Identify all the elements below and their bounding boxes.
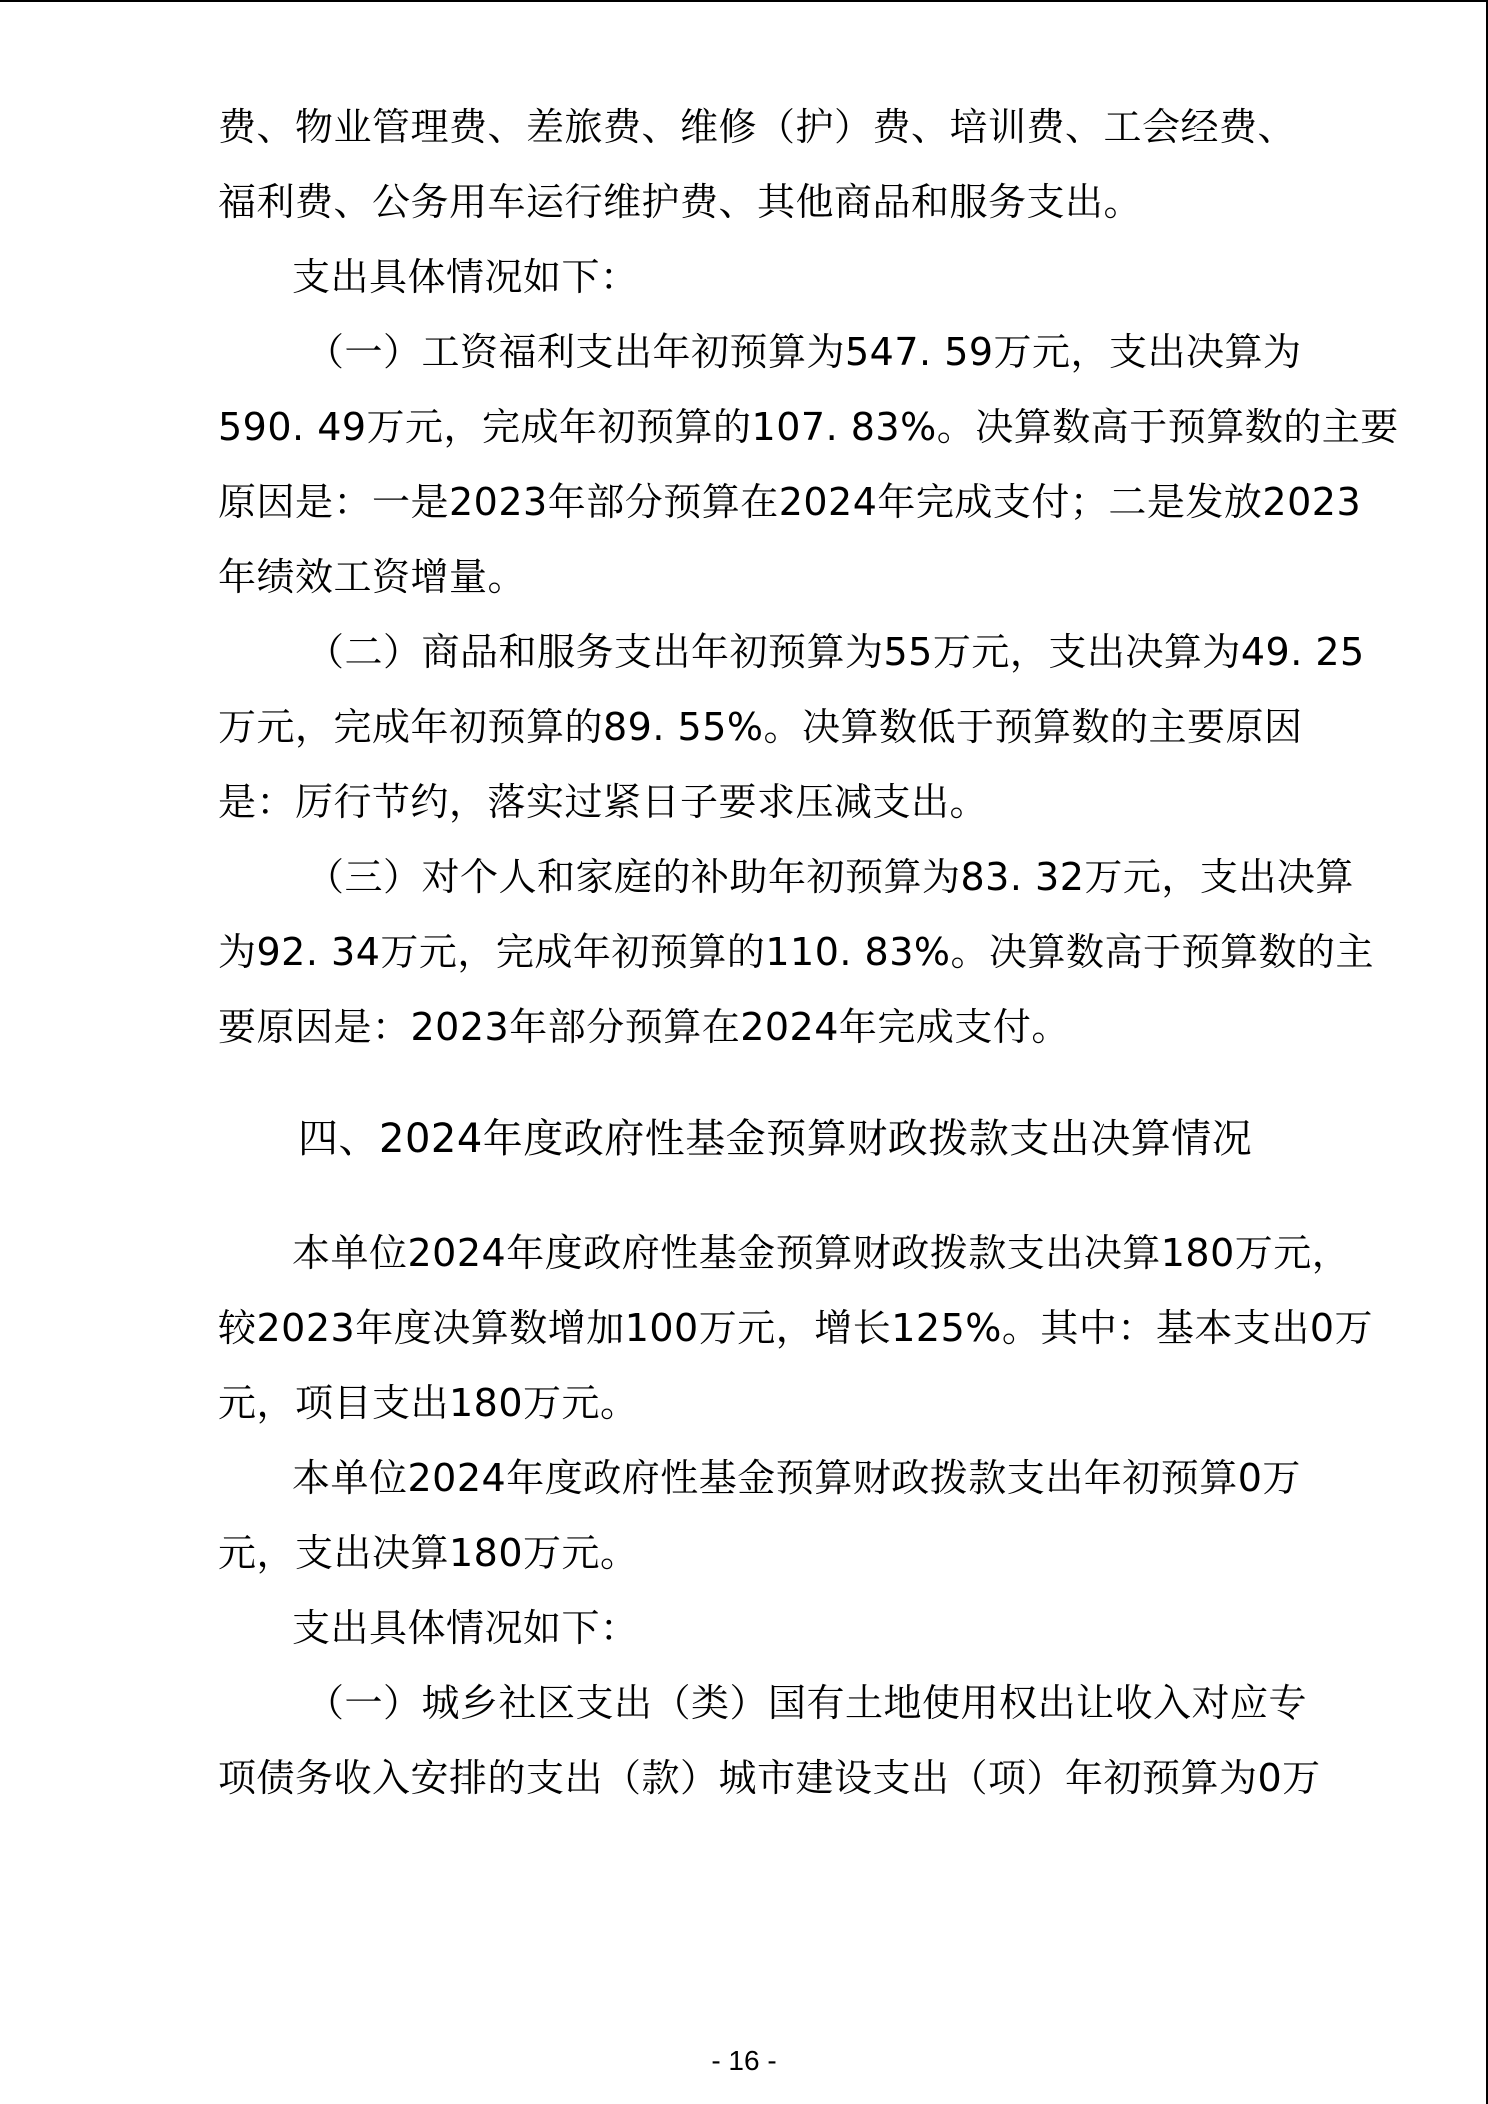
section4-para1-line2: 较2023年度决算数增加100万元，增长125%。其中：基本支出0万 — [218, 1306, 1374, 1350]
section4-heading: 四、2024年度政府性基金预算财政拨款支出决算情况 — [298, 1116, 1253, 1162]
continuation-line-2: 福利费、公务用车运行维护费、其他商品和服务支出。 — [218, 180, 1143, 224]
section4-intro: 支出具体情况如下： — [292, 1606, 639, 1650]
section3-item1-line2: 590. 49万元，完成年初预算的107. 83%。决算数高于预算数的主要 — [218, 405, 1399, 449]
section4-item1-line1: （一）城乡社区支出（类）国有土地使用权出让收入对应专 — [306, 1681, 1308, 1725]
continuation-line-1: 费、物业管理费、差旅费、维修（护）费、培训费、工会经费、 — [218, 105, 1297, 149]
section4-para2-line1: 本单位2024年度政府性基金预算财政拨款支出年初预算0万 — [292, 1456, 1301, 1500]
section3-item1-line3: 原因是：一是2023年部分预算在2024年完成支付；二是发放2023 — [218, 480, 1362, 524]
page-number: - 16 - — [711, 2045, 777, 2076]
section3-item2-line2: 万元，完成年初预算的89. 55%。决算数低于预算数的主要原因 — [218, 705, 1303, 749]
section4-para2-line2: 元，支出决算180万元。 — [218, 1531, 639, 1575]
section3-item3-line2: 为92. 34万元，完成年初预算的110. 83%。决算数高于预算数的主 — [218, 930, 1375, 974]
section3-item1-line1: （一）工资福利支出年初预算为547. 59万元，支出决算为 — [306, 330, 1302, 374]
section3-item3-line3: 要原因是：2023年部分预算在2024年完成支付。 — [218, 1005, 1070, 1049]
section3-item1-line4: 年绩效工资增量。 — [218, 555, 527, 599]
section4-item1-line2: 项债务收入安排的支出（款）城市建设支出（项）年初预算为0万 — [218, 1756, 1321, 1800]
section4-para1-line3: 元，项目支出180万元。 — [218, 1381, 639, 1425]
section3-item2-line1: （二）商品和服务支出年初预算为55万元，支出决算为49. 25 — [306, 630, 1365, 674]
section3-intro: 支出具体情况如下： — [292, 255, 639, 299]
section3-item2-line3: 是：厉行节约，落实过紧日子要求压减支出。 — [218, 780, 989, 824]
section3-item3-line1: （三）对个人和家庭的补助年初预算为83. 32万元，支出决算 — [306, 855, 1354, 899]
section4-para1-line1: 本单位2024年度政府性基金预算财政拨款支出决算180万元， — [292, 1231, 1351, 1275]
